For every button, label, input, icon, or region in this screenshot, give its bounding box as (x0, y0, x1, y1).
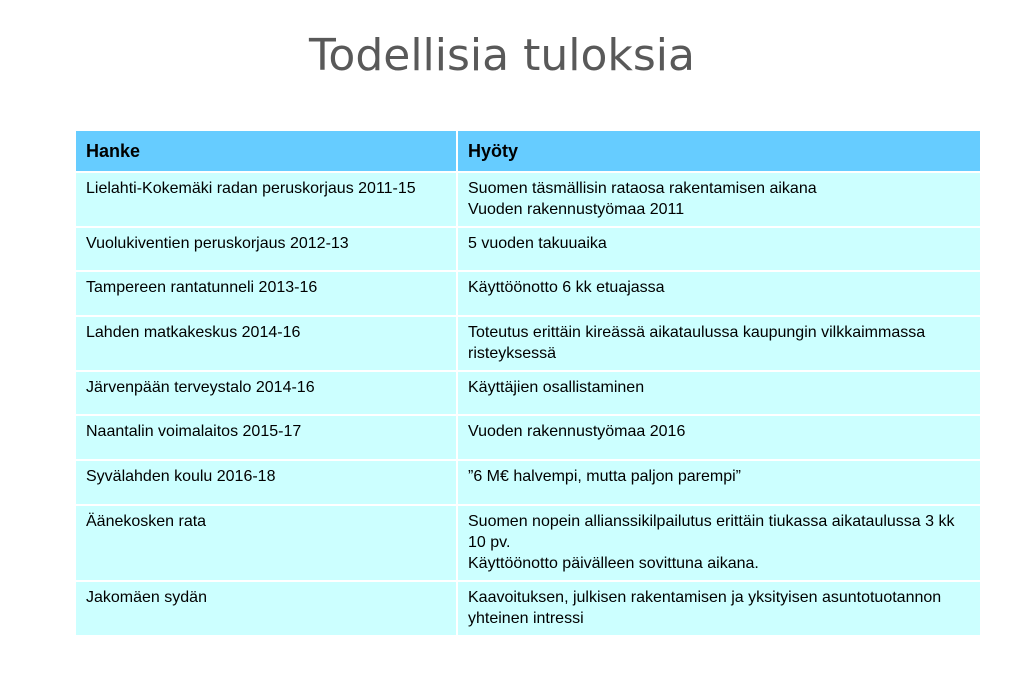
benefit-text: Vuoden rakennustyömaa 2016 (468, 423, 686, 440)
project-cell (75, 460, 457, 505)
project-cell (75, 227, 457, 271)
project-text: Vuolukiventien peruskorjaus 2012-13 (86, 235, 349, 252)
table-row (75, 371, 981, 415)
project-text: Lielahti-Kokemäki radan peruskorjaus 2011-15 (86, 180, 416, 197)
benefit-cell (457, 460, 981, 505)
table-row (75, 271, 981, 316)
benefit-cell (457, 581, 981, 636)
project-text: Lahden matkakeskus 2014-16 (86, 324, 301, 341)
table-row (75, 581, 981, 636)
benefit-cell (457, 172, 981, 227)
benefit-cell (457, 227, 981, 271)
table-row (75, 460, 981, 505)
benefit-text: 5 vuoden takuuaika (468, 235, 607, 252)
table-row (75, 172, 981, 227)
results-table (74, 129, 982, 637)
benefit-cell (457, 415, 981, 460)
table-row (75, 227, 981, 271)
project-cell (75, 371, 457, 415)
benefit-cell (457, 505, 981, 581)
benefit-text: ”6 M€ halvempi, mutta paljon parempi” (468, 468, 742, 485)
project-text: Äänekosken rata (86, 513, 207, 530)
project-text: Tampereen rantatunneli 2013-16 (86, 279, 318, 296)
project-cell (75, 316, 457, 371)
benefit-text: Suomen täsmällisin rataosa rakentamisen aikana Vuoden rakennustyömaa 2011 (468, 180, 817, 218)
benefit-text: Suomen nopein allianssikilpailutus erittäin tiukassa aikataulussa 3 kk 10 pv. Käyttöönotto päivälleen sovittuna aikana. (468, 513, 955, 572)
project-text: Syvälahden koulu 2016-18 (86, 468, 276, 485)
project-text: Naantalin voimalaitos 2015-17 (86, 423, 302, 440)
project-cell (75, 581, 457, 636)
project-cell (75, 271, 457, 316)
table-row (75, 505, 981, 581)
header-benefit: Hyöty (457, 130, 981, 172)
benefit-text: Toteutus erittäin kireässä aikataulussa kaupungin vilkkaimmassa risteyksessä (468, 324, 926, 362)
page-title: Todellisia tuloksia (309, 30, 695, 81)
table-row (75, 415, 981, 460)
project-text: Jakomäen sydän (86, 589, 207, 606)
project-text: Järvenpään terveystalo 2014-16 (86, 379, 315, 396)
project-cell (75, 505, 457, 581)
benefit-text: Käyttäjien osallistaminen (468, 379, 645, 396)
header-project: Hanke (75, 130, 457, 172)
table-header-row (75, 130, 981, 172)
table-row (75, 316, 981, 371)
benefit-text: Käyttöönotto 6 kk etuajassa (468, 279, 665, 296)
benefit-cell (457, 271, 981, 316)
benefit-text: Kaavoituksen, julkisen rakentamisen ja yksityisen asuntotuotannon yhteinen intressi (468, 589, 942, 627)
benefit-cell (457, 316, 981, 371)
project-cell (75, 415, 457, 460)
project-cell (75, 172, 457, 227)
benefit-cell (457, 371, 981, 415)
